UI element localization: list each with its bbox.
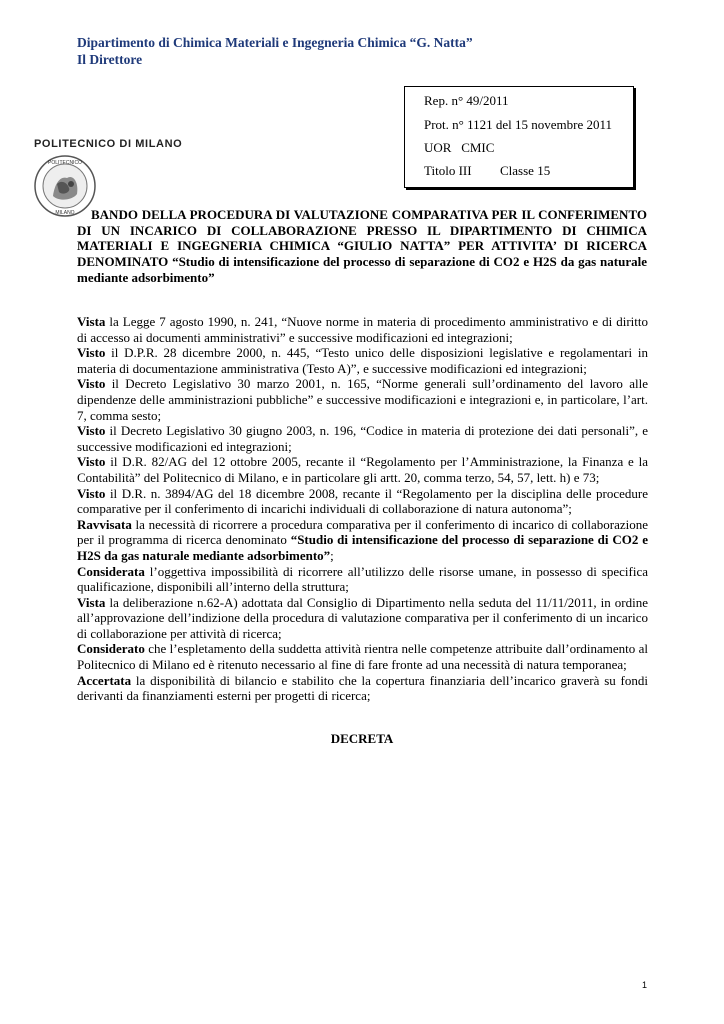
politecnico-logo-text: POLITECNICO DI MILANO [34, 138, 183, 150]
clause-text: la Legge 7 agosto 1990, n. 241, “Nuove norme in materia di procedimento amministrativo e di diritto di accesso ai documenti amministrativi” e successive modificazioni ed integrazioni; [77, 314, 648, 345]
titolo-label: Titolo III [424, 163, 472, 178]
classe-label: Classe 15 [500, 163, 551, 178]
document-header [77, 34, 473, 68]
clause-text: la necessità di ricorrere a procedura comparativa per il conferimento di incarico di collaborazione per il programma di ricerca denominato [77, 516, 648, 548]
clause-paragraph [77, 641, 648, 672]
rep-number: Rep. n° 49/2011 [424, 93, 509, 108]
protocol-box [404, 86, 634, 188]
clause-lead: Visto [77, 345, 106, 361]
clause-text: il Decreto Legislativo 30 marzo 2001, n. 165, “Norme generali sull’ordinamento del lavoro alle dipendenze delle amministrazioni pubbliche” e successive modificazioni e integrazioni e, in particolare, l’art. 7, comma sesto; [77, 376, 648, 423]
clause-text: il D.R. 82/AG del 12 ottobre 2005, recante il “Regolamento per l’Amministrazione, la Finanza e la Contabilità” del Politecnico di Milano, e in particolare gli artt. 20, comma terzo, 54, 57, lett. h) e 73; [77, 454, 648, 485]
clause-text: la disponibilità di bilancio e stabilito che la copertura finanziaria dell’incarico graverà su fondi derivanti da finanziamenti esterni per progetti di ricerca; [77, 672, 648, 704]
clause-text: la deliberazione n.62-A) adottata dal Consiglio di Dipartimento nella seduta del 11/11/2011, in ordine all’approvazione dell’indizione della procedura di valutazione comparativa per il conferimento di un incarico di collaborazione per attività di ricerca; [77, 594, 648, 641]
clause-paragraph [77, 314, 648, 345]
clause-paragraph [77, 423, 648, 454]
svg-text:MILANO: MILANO [55, 210, 75, 216]
clause-paragraph [77, 564, 648, 595]
department-name: Dipartimento di Chimica Materiali e Ingegneria Chimica “G. Natta” [77, 35, 473, 50]
program-title: “Studio di intensificazione del processo di separazione di CO2 e H2S da gas naturale mediante adsorbimento” [77, 532, 648, 563]
page-number: 1 [642, 980, 648, 990]
clause-lead: Vista [77, 314, 106, 329]
clause-paragraph [77, 376, 648, 423]
clause-lead: Ravvisata [77, 516, 132, 532]
clause-text: il D.P.R. 28 dicembre 2000, n. 445, “Testo unico delle disposizioni legislative e regolamentari in materia di documentazione amministrativa (Testo A)”, e successive modificazioni ed integrazioni; [77, 345, 648, 376]
clause-paragraph [77, 454, 648, 485]
clause-lead: Vista [77, 594, 106, 610]
clause-text: il D.R. n. 3894/AG del 18 dicembre 2008, recante il “Regolamento per la disciplina delle procedure comparative per il conferimento di incarichi individuali di collaborazione di natura autonoma”; [77, 485, 648, 517]
clause-lead: Accertata [77, 672, 132, 688]
clause-text: il Decreto Legislativo 30 giugno 2003, n. 196, “Codice in materia di protezione dei dati personali”, e successive modificazioni ed integrazioni; [77, 423, 648, 454]
clause-text: che l’espletamento della suddetta attività rientra nelle competenze attribuite dall’ordinamento al Politecnico di Milano ed è ritenuto necessario al fine di fare fronte ad una necessità di natura temporanea; [77, 641, 648, 673]
document-title [77, 207, 647, 286]
document-body [77, 314, 648, 704]
clause-lead: Considerata [77, 563, 145, 579]
director-role: Il Direttore [77, 52, 143, 67]
title-text: BANDO DELLA PROCEDURA DI VALUTAZIONE COMPARATIVA PER IL CONFERIMENTO DI UN INCARICO DI COLLABORAZIONE PRESSO IL DIPARTIMENTO DI CHIMICA MATERIALI E INGEGNERIA CHIMICA “GIULIO NATTA” PER ATTIVITA’ DI RICERCA DENOMINATO “Studio di intensificazione del processo di separazione di CO2 e H2S da gas naturale mediante adsorbimento” [77, 207, 647, 285]
clause-paragraph [77, 517, 648, 564]
clause-lead: Considerato [77, 641, 145, 657]
clause-paragraph [77, 345, 648, 376]
clause-lead: Visto [77, 485, 106, 501]
clause-paragraph [77, 673, 648, 704]
svg-text:POLITECNICO: POLITECNICO [48, 160, 82, 166]
clause-paragraph [77, 595, 648, 642]
clause-end: ; [330, 547, 334, 563]
clause-paragraph [77, 486, 648, 517]
uor-code: UOR CMIC [424, 140, 495, 155]
clause-text: l’oggettiva impossibilità di ricorrere all’utilizzo delle risorse umane, in possesso di specifica qualificazione, disponibili all’interno della struttura; [77, 563, 648, 595]
clause-lead: Visto [77, 376, 106, 392]
decreta-heading: DECRETA [330, 731, 394, 746]
clause-lead: Visto [77, 423, 106, 439]
prot-number: Prot. n° 1121 del 15 novembre 2011 [424, 117, 613, 132]
clause-lead: Visto [77, 454, 106, 470]
